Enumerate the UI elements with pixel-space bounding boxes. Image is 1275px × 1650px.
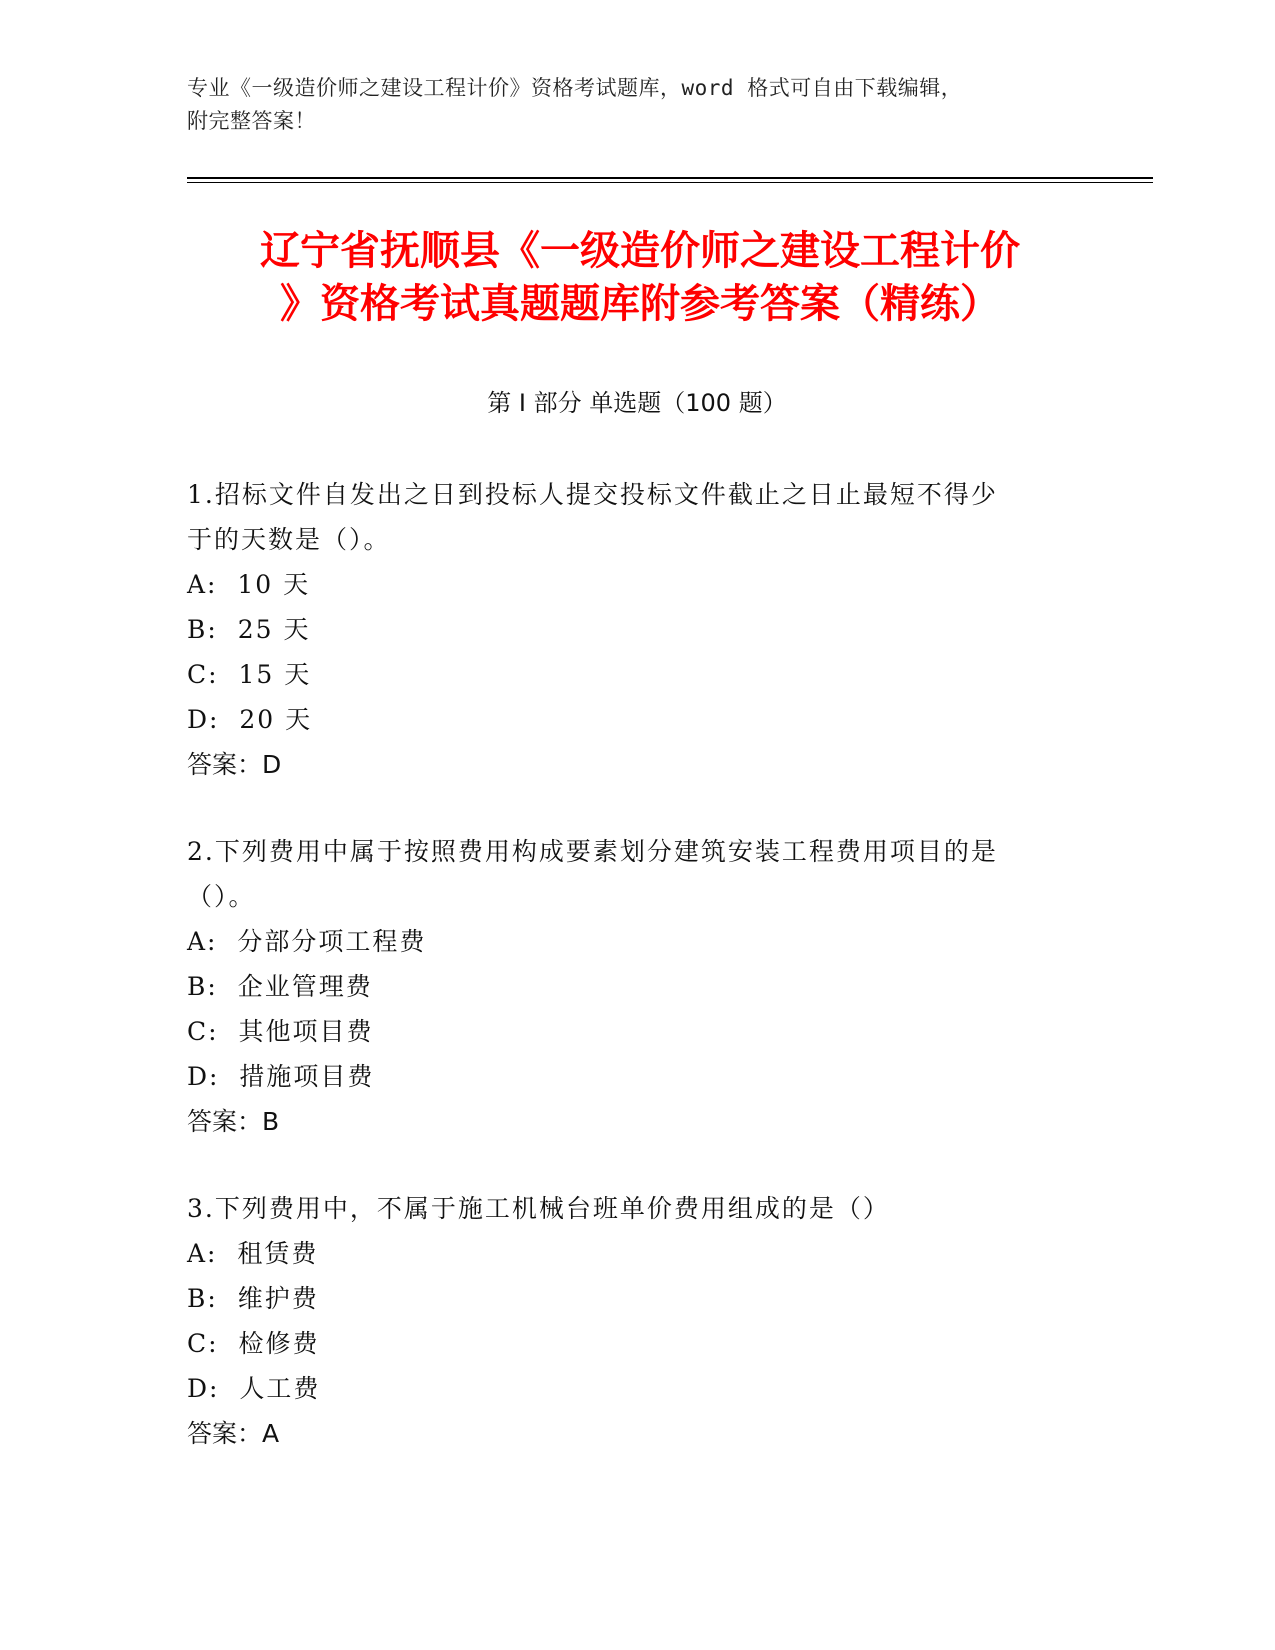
question-list: [187, 472, 1067, 1498]
option-c: C: 检修费: [187, 1329, 320, 1358]
option-c: C: 其他项目费: [187, 1017, 374, 1046]
question-stem: 1.招标文件自发出之日到投标人提交投标文件截止之日止最短不得少: [187, 480, 998, 509]
option-d: D: 人工费: [187, 1374, 321, 1403]
header-divider-thick: [187, 177, 1153, 179]
answer: 答案：A: [187, 1419, 280, 1448]
header-note-line-2: 附完整答案！: [187, 109, 316, 133]
header-divider-thin: [187, 182, 1153, 183]
option-c: C: 15 天: [187, 660, 312, 689]
option-b: B: 25 天: [187, 615, 311, 644]
header-note-line-1: 专业《一级造价师之建设工程计价》资格考试题库，word 格式可自由下载编辑，: [187, 76, 963, 100]
question-stem-continued: （）。: [187, 882, 256, 911]
question-3: [187, 1186, 1067, 1456]
option-d: D: 20 天: [187, 705, 313, 734]
option-d: D: 措施项目费: [187, 1062, 375, 1091]
answer: 答案：D: [187, 750, 282, 779]
question-stem: 3.下列费用中，不属于施工机械台班单价费用组成的是（）: [187, 1194, 890, 1223]
option-b: B: 维护费: [187, 1284, 319, 1313]
question-1: [187, 472, 1067, 787]
option-a: A: 分部分项工程费: [187, 927, 427, 956]
answer: 答案：B: [187, 1107, 280, 1136]
document-title: [190, 225, 1090, 331]
question-2: [187, 829, 1067, 1144]
question-stem-continued: 于的天数是（）。: [187, 525, 391, 554]
header-note: [187, 72, 1067, 138]
question-stem: 2.下列费用中属于按照费用构成要素划分建筑安装工程费用项目的是: [187, 837, 998, 866]
option-a: A: 10 天: [187, 570, 311, 599]
document-title-line-2: 》资格考试真题题库附参考答案（精练）: [280, 281, 1000, 327]
option-b: B: 企业管理费: [187, 972, 373, 1001]
option-a: A: 租赁费: [187, 1239, 319, 1268]
section-heading: 第 I 部分 单选题（100 题）: [487, 389, 787, 417]
document-title-line-1: 辽宁省抚顺县《一级造价师之建设工程计价: [260, 228, 1020, 274]
